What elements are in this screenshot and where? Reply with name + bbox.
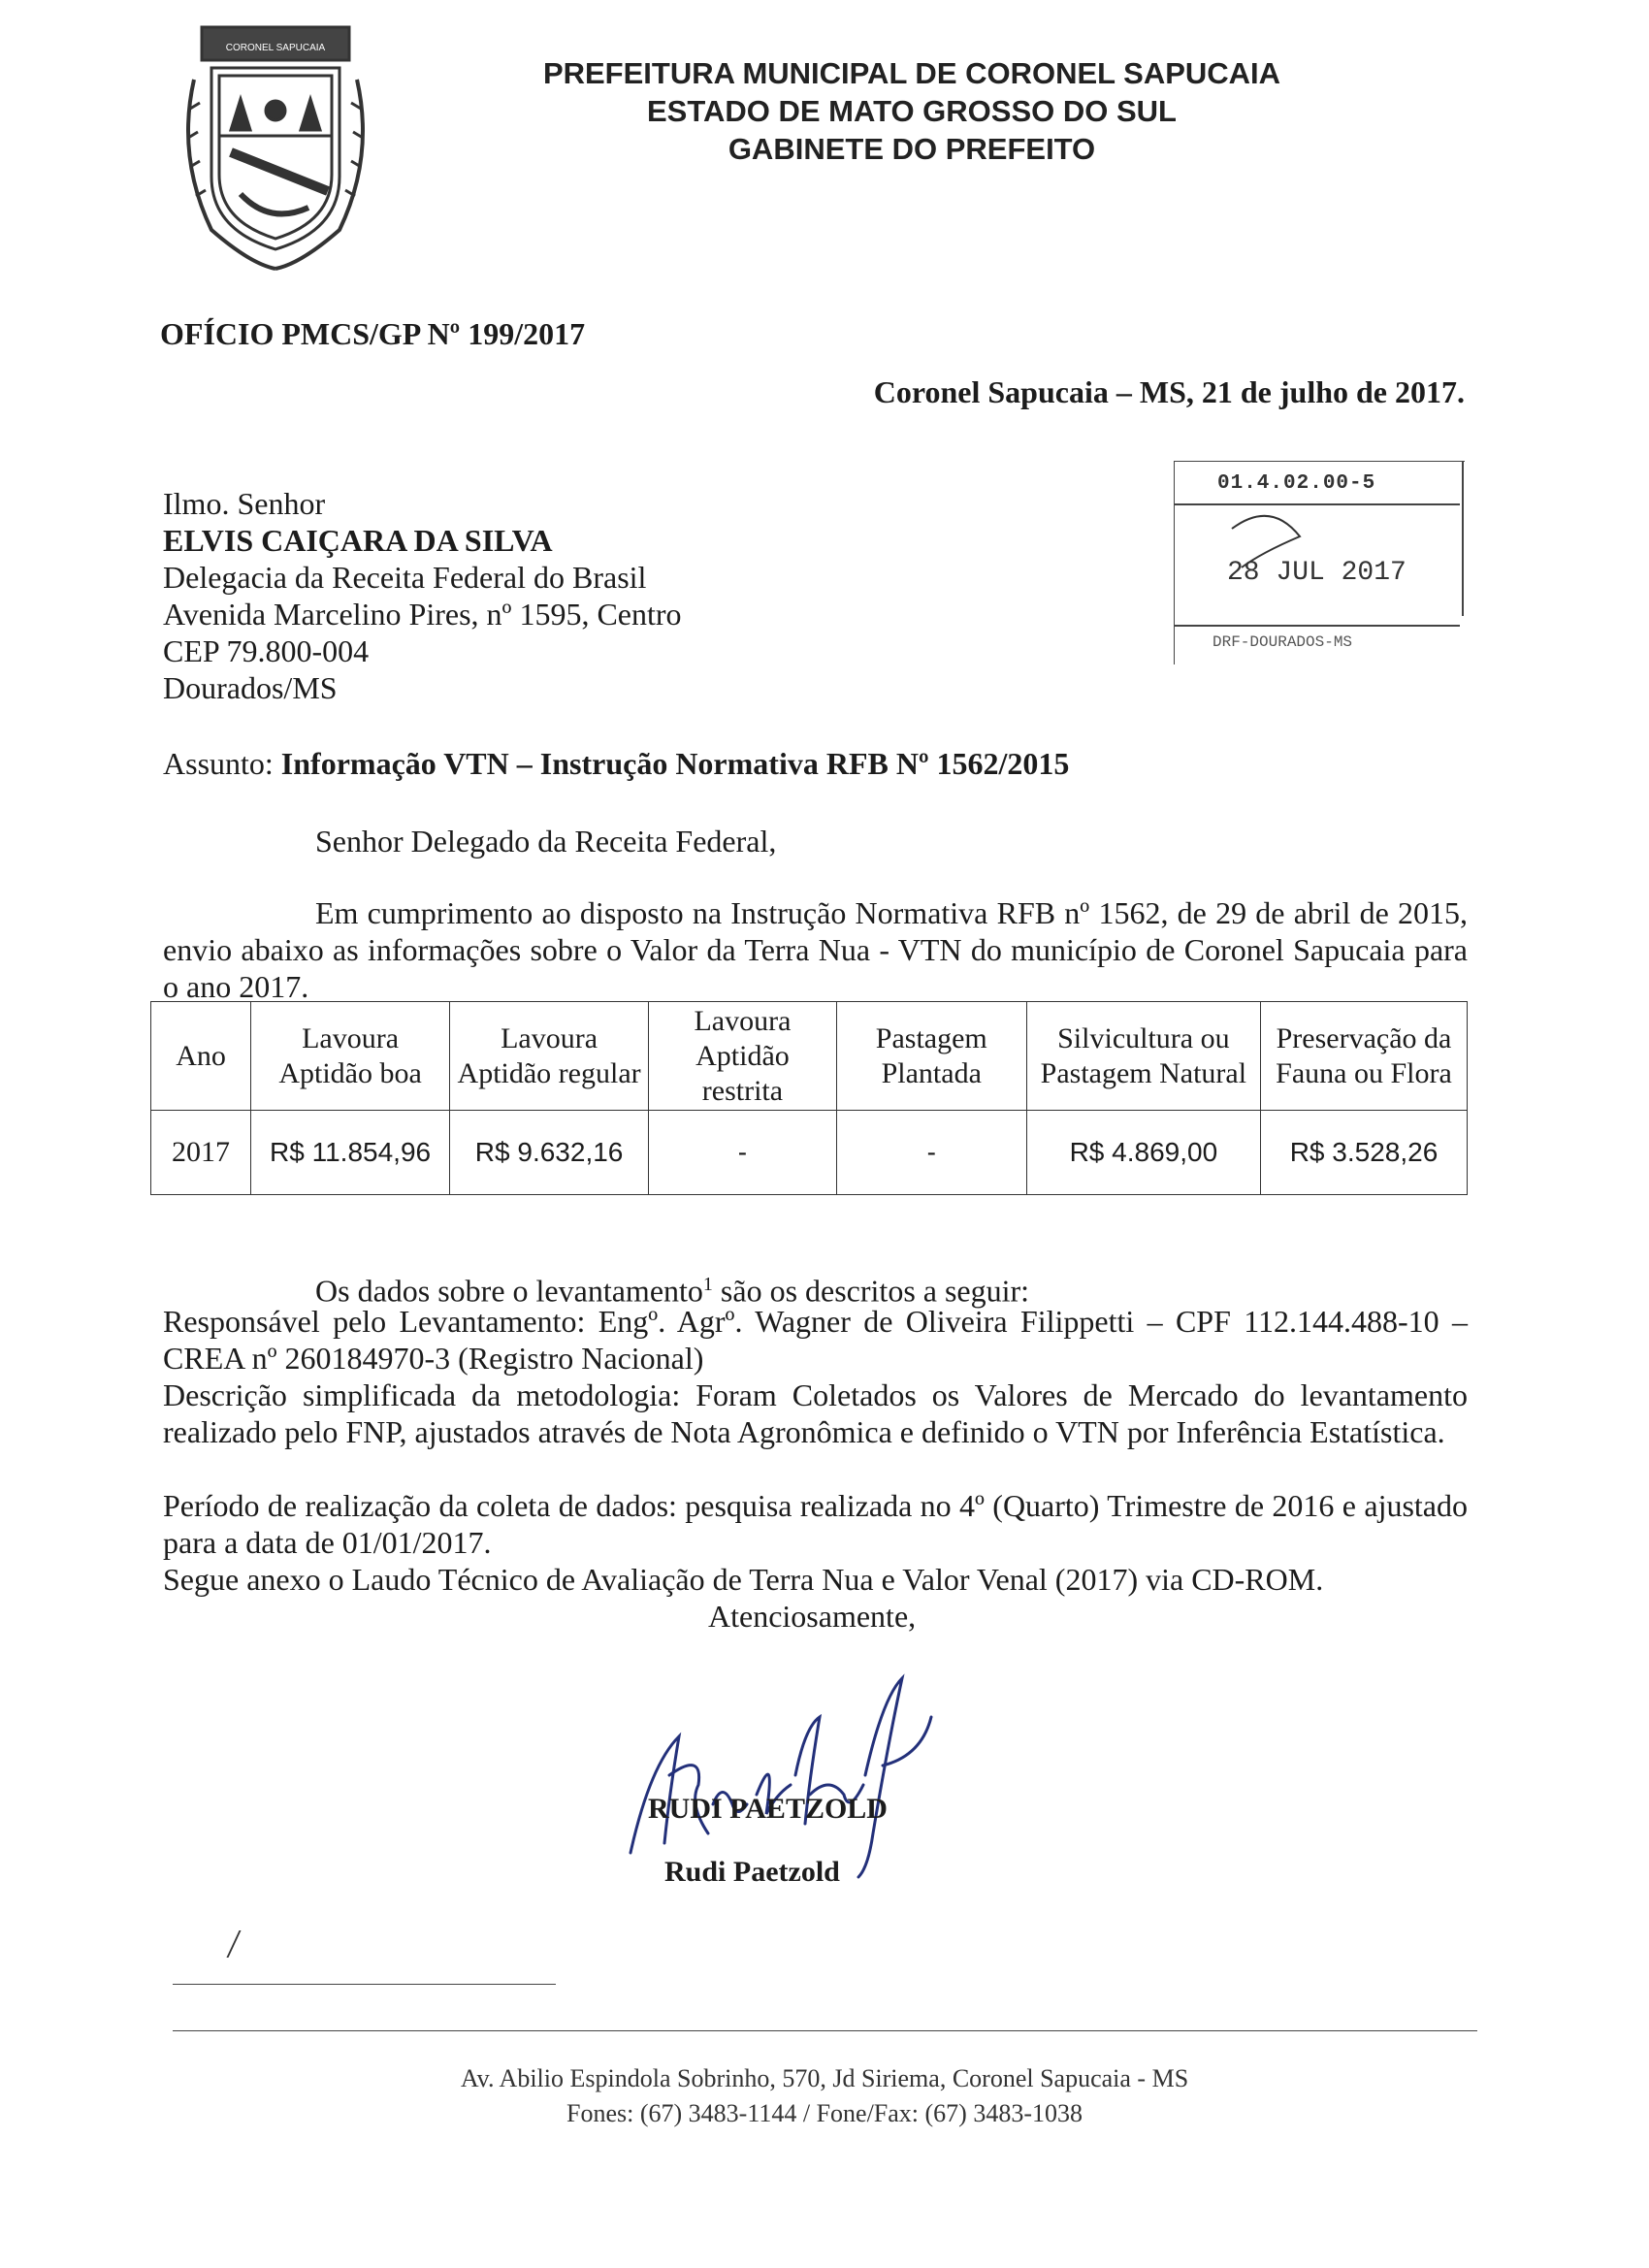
vtn-table [150, 1001, 1468, 1195]
footer-address: Av. Abilio Espindola Sobrinho, 570, Jd Siriema, Coronel Sapucaia - MS [460, 2064, 1189, 2092]
stamp-code: 01.4.02.00-5 [1217, 472, 1376, 495]
subject-label: Assunto: [163, 746, 274, 781]
footer-phones: Fones: (67) 3483-1144 / Fone/Fax: (67) 3483-1038 [566, 2099, 1083, 2127]
stamp-date: 28 JUL 2017 [1227, 558, 1406, 588]
cell-silvicultura: R$ 4.869,00 [1026, 1111, 1260, 1195]
header-lavoura-boa: Lavoura Aptidão boa [251, 1002, 450, 1111]
cell-lavoura-boa: R$ 11.854,96 [251, 1111, 450, 1195]
cell-lavoura-restrita: - [649, 1111, 837, 1195]
header-lavoura-regular: Lavoura Aptidão regular [450, 1002, 649, 1111]
recipient-salutation: Ilmo. Senhor [163, 486, 326, 521]
intro-paragraph: Em cumprimento ao disposto na Instrução Normativa RFB nº 1562, de 29 de abril de 2015, envio abaixo as informações sobre o Valor da Terra Nua - VTN do município de Coronel Sapucaia para o ano 2017. [163, 895, 1468, 1004]
recipient-name: ELVIS CAIÇARA DA SILVA [163, 523, 553, 558]
header-silvicultura: Silvicultura ou Pastagem Natural [1026, 1002, 1260, 1111]
header-preservacao: Preservação da Fauna ou Flora [1261, 1002, 1468, 1111]
cell-pastagem-plantada: - [836, 1111, 1026, 1195]
recipient-line-3: CEP 79.800-004 [163, 633, 370, 668]
footnote-mark: 1 [702, 1274, 713, 1295]
recipient-line-1: Delegacia da Receita Federal do Brasil [163, 560, 647, 595]
survey-methodology: Descrição simplificada da metodologia: Foram Coletados os Valores de Mercado do levantamento realizado pelo FNP, ajustados através de Nota Agronômica e definido o VTN por Inferência Estatística. [163, 1377, 1468, 1449]
cell-lavoura-regular: R$ 9.632,16 [450, 1111, 649, 1195]
table-header-row [151, 1002, 1468, 1111]
recipient-line-2: Avenida Marcelino Pires, nº 1595, Centro [163, 597, 682, 632]
letterhead-line-2: ESTADO DE MATO GROSSO DO SUL [647, 94, 1177, 128]
signature-icon [611, 1659, 980, 1882]
place-date: Coronel Sapucaia – MS, 21 de julho de 2017. [873, 374, 1465, 409]
table-row [151, 1111, 1468, 1195]
header-pastagem-plantada: Pastagem Plantada [836, 1002, 1026, 1111]
signer-name-upper: RUDI PAETZOLD [648, 1793, 888, 1825]
greeting: Senhor Delegado da Receita Federal, [315, 824, 777, 859]
svg-text:CORONEL SAPUCAIA: CORONEL SAPUCAIA [225, 43, 326, 53]
pen-mark [226, 1930, 241, 1958]
subject-text: Informação VTN – Instrução Normativa RFB Nº 1562/2015 [280, 746, 1070, 781]
letterhead-line-3: GABINETE DO PREFEITO [728, 132, 1096, 166]
recipient-line-4: Dourados/MS [163, 670, 338, 705]
header-ano: Ano [151, 1002, 251, 1111]
office-number: OFÍCIO PMCS/GP Nº 199/2017 [160, 316, 586, 351]
survey-intro-end: são os descritos a seguir: [712, 1273, 1030, 1309]
signer-name: Rudi Paetzold [664, 1856, 840, 1888]
coat-of-arms-icon [173, 21, 378, 275]
closing: Atenciosamente, [708, 1599, 917, 1634]
header-lavoura-restrita: Lavoura Aptidão restrita [649, 1002, 837, 1111]
survey-annex: Segue anexo o Laudo Técnico de Avaliação de Terra Nua e Valor Venal (2017) via CD-ROM. [163, 1562, 1324, 1597]
subject-line [163, 745, 1069, 783]
protocol-stamp [1174, 461, 1465, 664]
signature-line [173, 1984, 556, 1985]
cell-ano: 2017 [151, 1111, 251, 1195]
letterhead-line-1: PREFEITURA MUNICIPAL DE CORONEL SAPUCAIA [542, 56, 1281, 90]
survey-responsible: Responsável pelo Levantamento: Engº. Agrº. Wagner de Oliveira Filippetti – CPF 112.144.488-10 – CREA nº 260184970-3 (Registro Nacional) [163, 1304, 1468, 1376]
survey-intro-text: Os dados sobre o levantamento [315, 1273, 703, 1309]
survey-period: Período de realização da coleta de dados: pesquisa realizada no 4º (Quarto) Trimestre de 2016 e ajustado para a data de 01/01/2017. [163, 1488, 1468, 1560]
stamp-department: DRF-DOURADOS-MS [1212, 633, 1353, 651]
footer-divider [173, 2030, 1477, 2031]
cell-preservacao: R$ 3.528,26 [1261, 1111, 1468, 1195]
